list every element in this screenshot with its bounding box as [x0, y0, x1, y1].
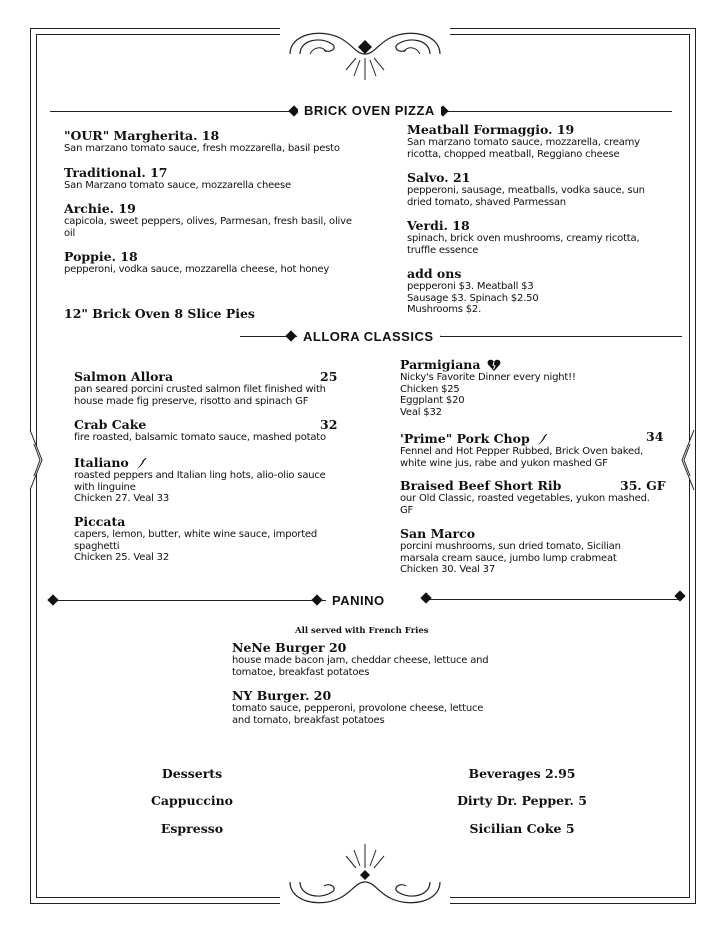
item-name: "OUR" Margherita. 18 — [64, 128, 220, 143]
item-desc: pepperoni, vodka sauce, mozzarella cheese, hot honey — [64, 264, 330, 275]
section-title-classics: ALLORA CLASSICS — [297, 329, 440, 344]
footer-desserts: Desserts — [161, 766, 223, 781]
classic-item — [74, 417, 336, 444]
item-desc: our Old Classic, roasted vegetables, yukon mashed. GF — [400, 493, 650, 516]
item-price: 34 — [646, 429, 664, 444]
panino-item — [232, 688, 498, 726]
item-name-text: Italiano — [74, 455, 129, 470]
item-name: Traditional. 17 — [64, 165, 168, 180]
panino-item — [232, 640, 498, 678]
item-name: San Marco — [400, 526, 476, 541]
item-name: add ons — [407, 266, 462, 281]
classic-item — [74, 455, 338, 505]
item-name — [74, 455, 338, 470]
item-desc: Fennel and Hot Pepper Rubbed, Brick Oven baked, white wine jus, rabe and yukon mashed GF — [400, 446, 644, 469]
item-price: 35. GF — [620, 478, 666, 493]
section-title-pizza: BRICK OVEN PIZZA — [298, 103, 441, 118]
item-name: NeNe Burger 20 — [232, 640, 347, 655]
panino-note: All served with French Fries — [295, 626, 429, 636]
item-name — [400, 431, 660, 446]
item-name: Crab Cake — [74, 417, 147, 432]
item-line: Eggplant $20 — [400, 395, 465, 406]
footer-sicilian-coke: Sicilian Coke 5 — [469, 821, 575, 836]
item-name: Verdi. 18 — [407, 218, 470, 233]
footer-beverages: Beverages 2.95 — [468, 766, 576, 781]
item-desc: fire roasted, balsamic tomato sauce, mashed potato — [74, 432, 326, 443]
item-desc: porcini mushrooms, sun dried tomato, Sicilian marsala cream sauce, jumbo lump crabmeat — [400, 541, 621, 564]
item-desc: tomato sauce, pepperoni, provolone cheese, lettuce and tomato, breakfast potatoes — [232, 703, 484, 726]
bottom-scroll-ornament — [280, 836, 450, 916]
item-desc: house made bacon jam, cheddar cheese, lettuce and tomatoe, breakfast potatoes — [232, 655, 489, 678]
item-desc: San marzano tomato sauce, mozzarella, creamy ricotta, chopped meatball, Reggiano cheese — [407, 137, 640, 160]
item-name: Piccata — [74, 514, 126, 529]
item-desc: spinach, brick oven mushrooms, creamy ricotta, truffle essence — [407, 233, 640, 256]
item-name-text: 'Prime" Pork Chop — [400, 431, 530, 446]
classic-item — [74, 514, 328, 564]
item-extra: Chicken 30. Veal 37 — [400, 564, 496, 575]
top-scroll-ornament — [280, 14, 450, 104]
item-line: Chicken $25 — [400, 383, 460, 395]
item-desc: roasted peppers and Italian ling hots, alio-olio sauce with linguine — [74, 470, 326, 493]
pizza-item — [407, 122, 657, 160]
addon-line: Mushrooms $2. — [407, 304, 482, 315]
panino-divider-line-right — [426, 599, 682, 600]
footer-dirty-dr-pepper: Dirty Dr. Pepper. 5 — [457, 793, 587, 808]
item-name: Braised Beef Short Rib — [400, 478, 562, 493]
item-desc: San Marzano tomato sauce, mozzarella cheese — [64, 180, 291, 191]
item-line: Nicky's Favorite Dinner every night!! — [400, 372, 576, 383]
pizza-item — [64, 249, 364, 276]
pizza-item — [407, 218, 657, 256]
item-price: 25 — [320, 369, 338, 384]
item-name: NY Burger. 20 — [232, 688, 332, 703]
pizza-addons — [407, 266, 657, 316]
pizza-item — [64, 201, 354, 239]
item-desc: pan seared porcini crusted salmon filet finished with house made fig preserve, risotto and spinach GF — [74, 384, 326, 407]
item-price: 32 — [320, 417, 338, 432]
left-side-ornament — [26, 430, 46, 490]
footer-espresso: Espresso — [160, 821, 224, 836]
right-side-ornament — [678, 430, 698, 490]
classic-item-parmigiana — [400, 357, 660, 418]
pizza-item — [64, 128, 364, 155]
addon-line: pepperoni $3. Meatball $3 — [407, 281, 534, 292]
item-name-text: Parmigiana — [400, 357, 481, 372]
item-name — [400, 357, 660, 372]
addon-line: Sausage $3. Spinach $2.50 — [407, 292, 539, 304]
item-desc: San marzano tomato sauce, fresh mozzarella, basil pesto — [64, 143, 340, 154]
item-desc: capicola, sweet peppers, olives, Parmesan, fresh basil, olive oil — [64, 216, 352, 239]
item-desc: capers, lemon, butter, white wine sauce, imported spaghetti — [74, 529, 318, 552]
item-name: Meatball Formaggio. 19 — [407, 122, 575, 137]
classic-item — [74, 369, 336, 407]
pizza-item — [64, 165, 364, 192]
item-name: Salvo. 21 — [407, 170, 471, 185]
footer-cappuccino: Cappuccino — [150, 793, 233, 808]
item-desc: pepperoni, sausage, meatballs, vodka sauce, sun dried tomato, shaved Parmessan — [407, 185, 645, 208]
classic-item — [400, 431, 660, 469]
pizza-item — [407, 170, 657, 208]
chili-pepper-icon — [135, 458, 147, 470]
item-line: Veal $32 — [400, 406, 442, 418]
item-name: Salmon Allora — [74, 369, 174, 384]
chili-pepper-icon — [536, 434, 548, 446]
classic-item — [400, 526, 660, 576]
section-title-panino: PANINO — [326, 593, 391, 608]
item-name: Archie. 19 — [64, 201, 136, 216]
item-extra: Chicken 25. Veal 32 — [74, 552, 170, 563]
pies-note: 12" Brick Oven 8 Slice Pies — [64, 306, 255, 321]
item-extra: Chicken 27. Veal 33 — [74, 493, 170, 504]
broken-heart-icon — [487, 359, 501, 372]
item-name: Poppie. 18 — [64, 249, 138, 264]
